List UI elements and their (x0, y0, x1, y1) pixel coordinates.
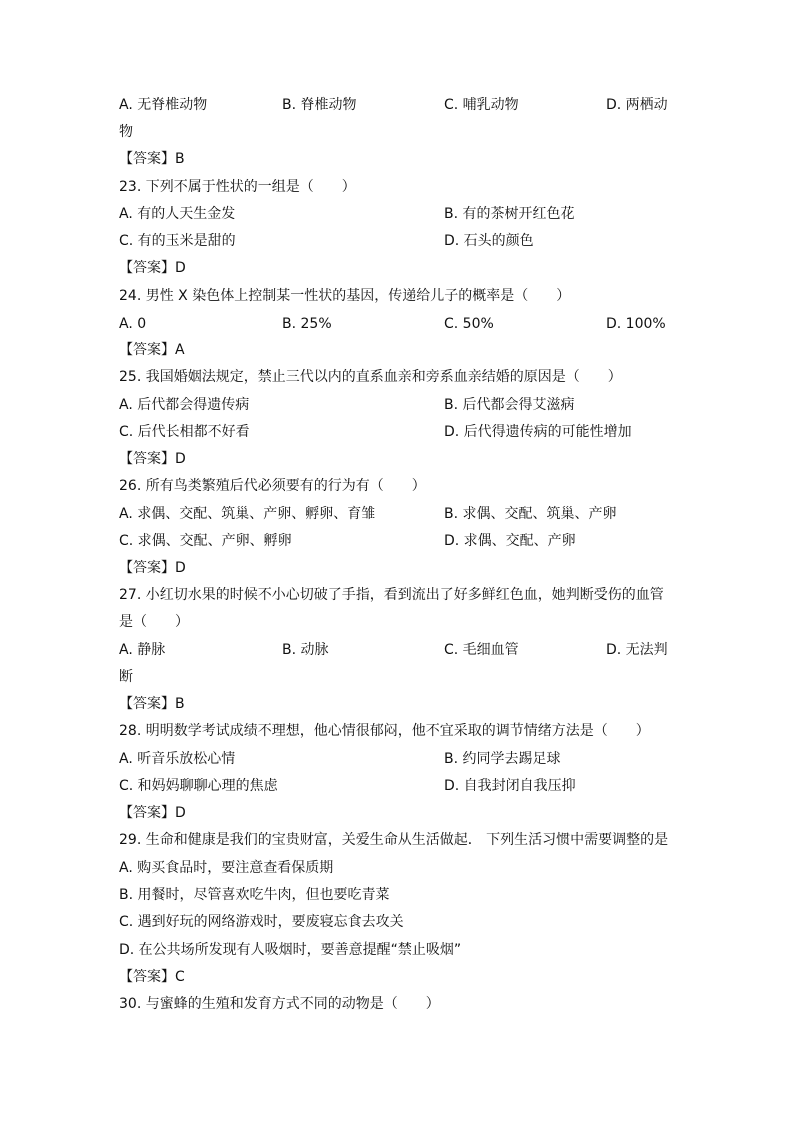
q28-stem: 28. 明明数学考试成绩不理想，他心情很郁闷，他不宜采取的调节情绪方法是（ ） (119, 723, 650, 739)
q26-option-b: B. 求偶、交配、筑巢、产卵 (444, 506, 617, 522)
q23-option-d: D. 石头的颜色 (444, 233, 534, 249)
q26-stem: 26. 所有鸟类繁殖后代必须要有的行为有（ ） (119, 478, 426, 494)
q23-answer: 【答案】D (119, 260, 186, 276)
q27-stem-line1: 27. 小红切水果的时候不小心切破了手指，看到流出了好多鲜红色血，她判断受伤的血管 (119, 587, 664, 603)
prev-option-c: C. 哺乳动物 (444, 97, 519, 113)
q25-option-b: B. 后代都会得艾滋病 (444, 397, 575, 413)
q27-option-d: D. 无法判 (606, 642, 668, 658)
q28-answer: 【答案】D (119, 805, 186, 821)
q25-option-d: D. 后代得遗传病的可能性增加 (444, 424, 632, 440)
q30-stem: 30. 与蜜蜂的生殖和发育方式不同的动物是（ ） (119, 996, 440, 1012)
q29-answer: 【答案】C (119, 969, 185, 985)
q23-stem: 23. 下列不属于性状的一组是（ ） (119, 179, 356, 195)
q26-option-c: C. 求偶、交配、产卵、孵卵 (119, 533, 292, 549)
q24-option-d: D. 100% (606, 316, 666, 332)
prev-option-a: A. 无脊椎动物 (119, 97, 208, 113)
q27-stem-line2: 是（ ） (119, 614, 189, 630)
q26-option-d: D. 求偶、交配、产卵 (444, 533, 576, 549)
q29-option-b: B. 用餐时，尽管喜欢吃牛肉，但也要吃青菜 (119, 887, 390, 903)
q27-option-a: A. 静脉 (119, 642, 166, 658)
q29-option-a: A. 购买食品时，要注意查看保质期 (119, 860, 334, 876)
prev-option-d: D. 两栖动 (606, 97, 668, 113)
q23-option-c: C. 有的玉米是甜的 (119, 233, 236, 249)
q24-answer: 【答案】A (119, 342, 185, 358)
q26-answer: 【答案】D (119, 560, 186, 576)
q25-stem: 25. 我国婚姻法规定，禁止三代以内的直系血亲和旁系血亲结婚的原因是（ ） (119, 369, 622, 385)
q29-stem: 29. 生命和健康是我们的宝贵财富，关爱生命从生活做起． 下列生活习惯中需要调整的是 (119, 832, 669, 848)
q29-option-c: C. 遇到好玩的网络游戏时，要废寝忘食去攻关 (119, 914, 404, 930)
q25-option-c: C. 后代长相都不好看 (119, 424, 250, 440)
q27-answer: 【答案】B (119, 696, 185, 712)
q24-option-a: A. 0 (119, 316, 147, 332)
q24-option-b: B. 25% (282, 316, 332, 332)
q29-option-d: D. 在公共场所发现有人吸烟时，要善意提醒“禁止吸烟” (119, 942, 462, 958)
prev-option-d-wrap: 物 (119, 124, 133, 140)
q28-option-a: A. 听音乐放松心情 (119, 751, 236, 767)
q28-option-c: C. 和妈妈聊聊心理的焦虑 (119, 778, 278, 794)
q28-option-d: D. 自我封闭自我压抑 (444, 778, 576, 794)
q27-option-d-wrap: 断 (119, 669, 133, 685)
q24-stem: 24. 男性 X 染色体上控制某一性状的基因，传递给儿子的概率是（ ） (119, 288, 571, 304)
q28-option-b: B. 约同学去踢足球 (444, 751, 561, 767)
q24-option-c: C. 50% (444, 316, 494, 332)
q23-option-b: B. 有的茶树开红色花 (444, 206, 575, 222)
q26-option-a: A. 求偶、交配、筑巢、产卵、孵卵、育雏 (119, 506, 376, 522)
q27-option-b: B. 动脉 (282, 642, 329, 658)
q27-option-c: C. 毛细血管 (444, 642, 519, 658)
prev-option-b: B. 脊椎动物 (282, 97, 357, 113)
q25-answer: 【答案】D (119, 451, 186, 467)
prev-answer: 【答案】B (119, 151, 185, 167)
q23-option-a: A. 有的人天生金发 (119, 206, 236, 222)
q25-option-a: A. 后代都会得遗传病 (119, 397, 250, 413)
